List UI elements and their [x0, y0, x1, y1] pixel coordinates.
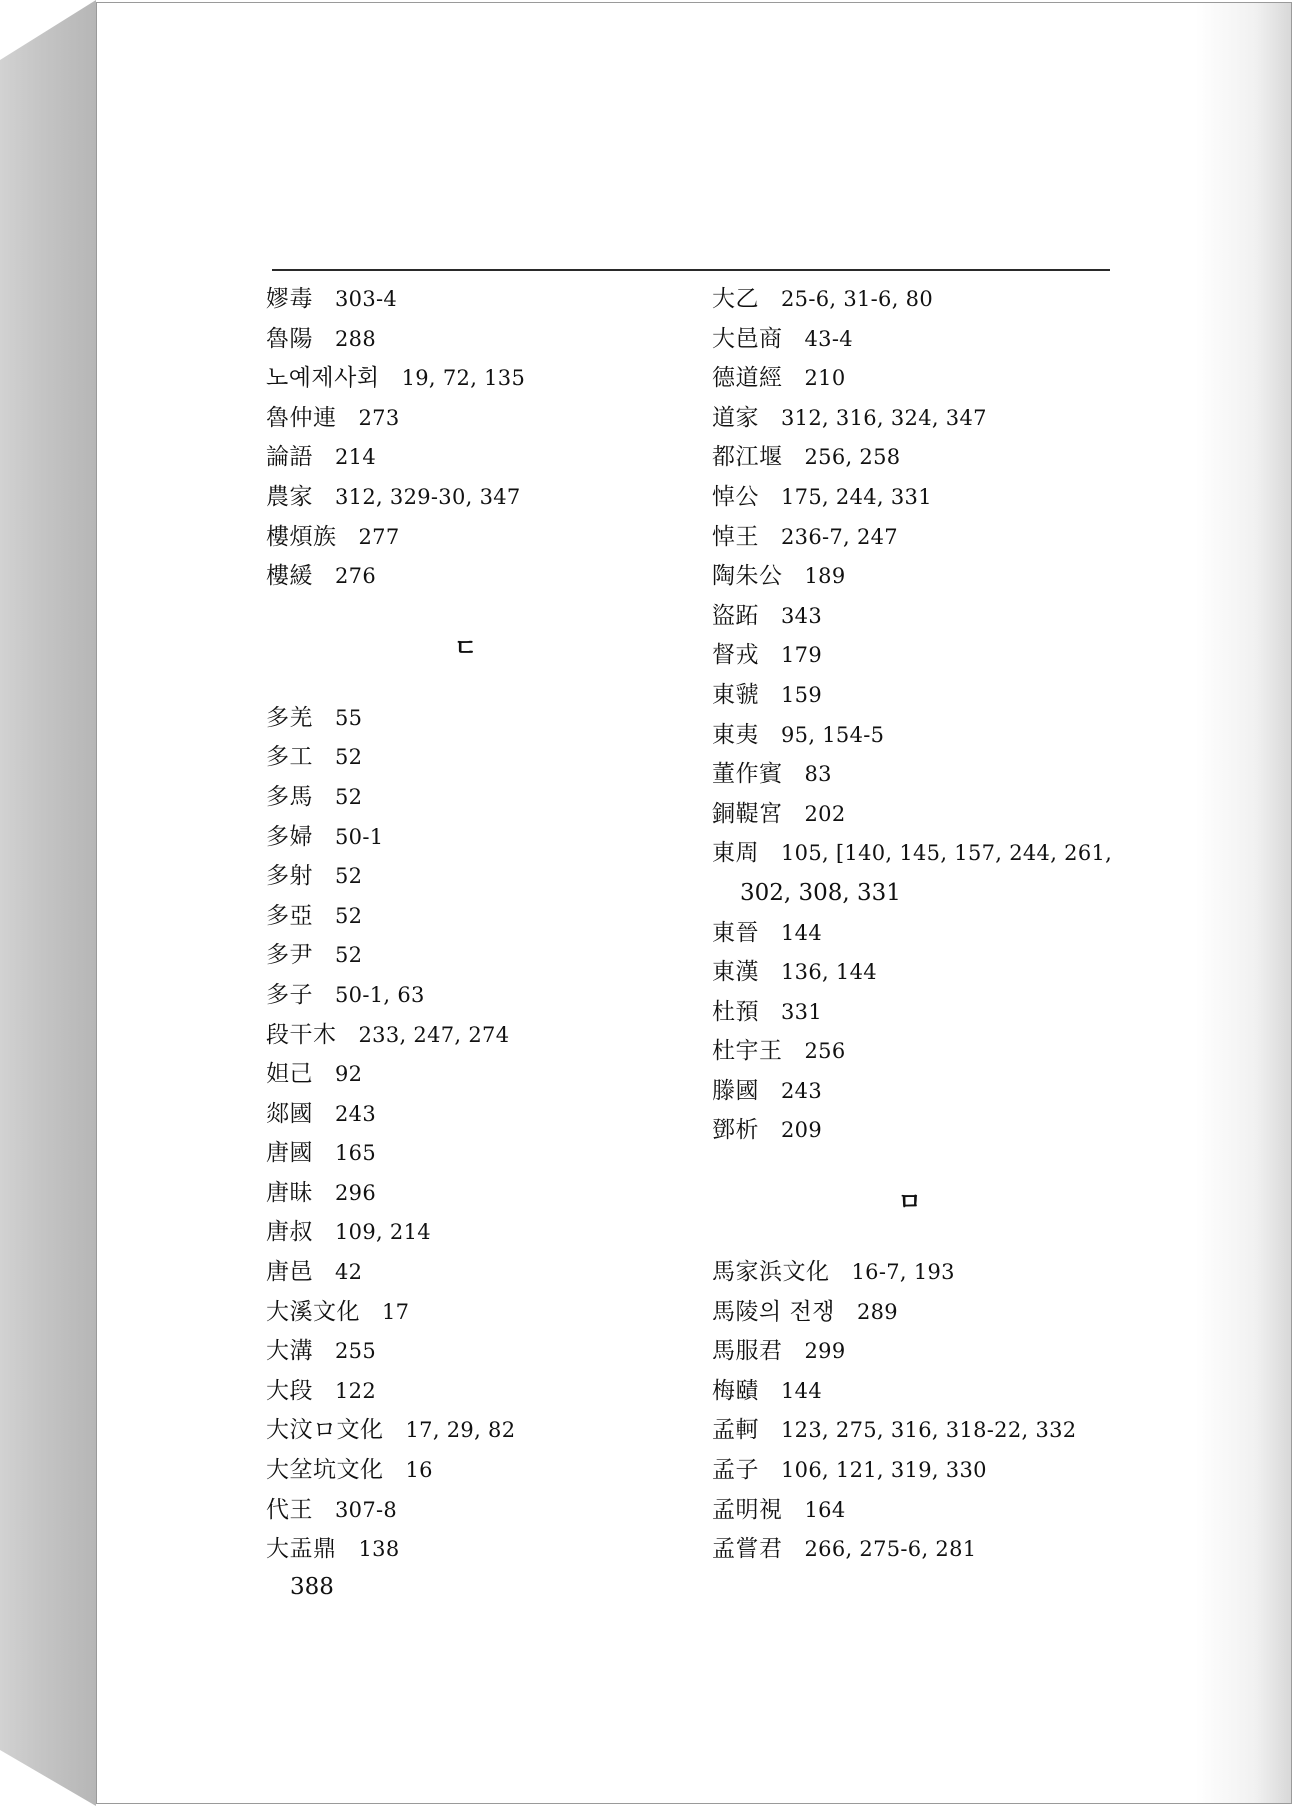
index-entry-term: 鄧析	[712, 1117, 759, 1144]
index-entry-term: 多工	[266, 744, 313, 771]
index-entry-pages: 52	[335, 864, 363, 889]
index-entry-term: 多射	[266, 863, 313, 890]
index-entry-pages: 165	[335, 1141, 376, 1166]
index-entry-term: 滕國	[712, 1077, 759, 1104]
index-entry	[266, 1372, 686, 1412]
index-entry-term: 悼王	[712, 523, 759, 550]
index-entry-term: 馬服君	[712, 1338, 783, 1365]
header-rule	[272, 269, 1110, 271]
index-entry	[266, 778, 686, 818]
index-entry-term: 多婦	[266, 823, 313, 850]
index-entry	[712, 1451, 1132, 1491]
index-entry-term: 魯仲連	[266, 404, 337, 431]
index-entry-term: 德道經	[712, 365, 783, 392]
index-entry-term: 代王	[266, 1496, 313, 1523]
index-entry-pages: 52	[335, 903, 363, 928]
index-entry-pages: 266, 275-6, 281	[804, 1537, 977, 1562]
index-entry-pages: 17	[382, 1299, 410, 1324]
index-entry-pages: 277	[358, 524, 400, 549]
index-entry-pages: 288	[335, 326, 376, 351]
index-entry	[266, 438, 686, 478]
index-entry-term: 大溝	[266, 1338, 313, 1365]
index-entry	[712, 953, 1132, 993]
index-entry-term: 杜宇王	[712, 1038, 783, 1065]
index-entry-pages: 16-7, 193	[851, 1260, 955, 1285]
index-entry-pages: 189	[804, 564, 846, 589]
index-entry-pages: 52	[335, 745, 363, 770]
index-entry-term: 多子	[266, 981, 313, 1008]
index-entry	[712, 676, 1132, 716]
index-entry	[712, 993, 1132, 1033]
index-entry	[266, 1055, 686, 1095]
index-entry	[266, 936, 686, 976]
index-entry-term: 銅鞮宮	[712, 800, 783, 827]
index-entry	[266, 557, 686, 597]
index-entry-term: 郯國	[266, 1100, 313, 1127]
index-entry-pages: 256	[804, 1039, 846, 1064]
index-entry-pages: 255	[335, 1339, 376, 1364]
index-entry-term: 都江堰	[712, 444, 783, 471]
index-entry	[712, 280, 1132, 320]
index-entry-term: 大乙	[712, 286, 759, 312]
index-entry-pages: 17, 29, 82	[405, 1418, 516, 1443]
index-entry-term: 道家	[712, 404, 759, 431]
index-entry	[266, 897, 686, 937]
index-entry	[712, 1111, 1132, 1151]
page-number: 388	[290, 1574, 334, 1600]
index-entry-term: 東虢	[712, 681, 759, 708]
index-entry	[266, 1016, 686, 1056]
index-entry	[712, 399, 1132, 439]
index-entry-pages: 256, 258	[804, 445, 901, 470]
index-entry	[266, 1411, 686, 1451]
index-entry	[266, 320, 686, 360]
index-entry-term: 東晉	[712, 919, 759, 946]
index-entry-pages: 210	[804, 366, 846, 391]
index-entry	[712, 557, 1132, 597]
index-entry-term: 唐邑	[266, 1259, 313, 1286]
index-entry-pages: 159	[781, 682, 822, 707]
index-entry	[266, 738, 686, 778]
index-entry-term: 唐叔	[266, 1219, 313, 1246]
index-entry-pages: 83	[804, 762, 832, 787]
index-entry	[712, 834, 1132, 874]
index-entry-pages: 175, 244, 331	[781, 484, 932, 509]
index-entry	[712, 795, 1132, 835]
index-entry-term: 魯陽	[266, 325, 313, 352]
index-entry	[712, 1332, 1132, 1372]
index-entry	[712, 1253, 1132, 1293]
section-heading: ㄷ	[454, 633, 478, 662]
index-entry-term: 論語	[266, 444, 313, 471]
index-entry	[266, 518, 686, 558]
index-entry-pages: 144	[781, 920, 822, 945]
index-entry-pages: 179	[781, 643, 822, 668]
index-entry	[712, 1032, 1132, 1072]
index-entry-pages: 312, 329-30, 347	[335, 484, 521, 509]
index-entry	[712, 359, 1132, 399]
index-entry	[266, 399, 686, 439]
index-entry	[266, 1213, 686, 1253]
index-entry-term: 唐國	[266, 1140, 313, 1167]
index-entry-term: 梅賾	[712, 1377, 759, 1404]
section-heading: ㅁ	[898, 1188, 922, 1217]
index-entry	[712, 1491, 1132, 1531]
index-entry-pages: 331	[781, 999, 822, 1024]
index-entry-term: 孟軻	[712, 1417, 759, 1444]
index-entry-term: 杜預	[712, 998, 759, 1025]
index-entry-term: 陶朱公	[712, 563, 783, 590]
index-entry-pages: 92	[335, 1062, 363, 1087]
index-entry-pages: 214	[335, 445, 376, 470]
index-entry-continuation	[712, 874, 1132, 914]
index-entry	[712, 1411, 1132, 1451]
index-entry-term: 妲己	[266, 1061, 313, 1088]
index-entry	[266, 280, 686, 320]
index-entry-pages: 312, 316, 324, 347	[781, 405, 987, 430]
index-entry-pages: 273	[358, 405, 400, 430]
index-entry-term: 大汶ロ文化	[266, 1417, 384, 1444]
index-entry-pages: 106, 121, 319, 330	[781, 1458, 987, 1483]
index-entry-pages: 19, 72, 135	[401, 366, 526, 391]
index-entry-pages: 123, 275, 316, 318-22, 332	[781, 1418, 1077, 1443]
index-entry	[266, 1095, 686, 1135]
index-entry	[266, 1134, 686, 1174]
index-entry-pages: 299	[804, 1339, 846, 1364]
index-entry-term: 東周	[712, 840, 759, 867]
index-entry-pages: 52	[335, 943, 363, 968]
index-entry-pages: 343	[781, 603, 822, 628]
index-entry-pages: 105, [140, 145, 157, 244, 261,	[781, 841, 1113, 866]
index-entry	[712, 1293, 1132, 1333]
index-entry	[712, 1530, 1132, 1570]
index-entry	[712, 478, 1132, 518]
index-entry	[266, 1174, 686, 1214]
index-entry	[266, 818, 686, 858]
index-entry-pages: 25-6, 31-6, 80	[781, 287, 933, 311]
index-entry-pages: 42	[335, 1260, 363, 1285]
index-entry	[266, 1530, 686, 1570]
index-entry	[266, 1451, 686, 1491]
index-entry-term: 大坌坑文化	[266, 1457, 384, 1484]
index-entry-pages: 144	[781, 1378, 822, 1403]
index-entry-term: 多馬	[266, 783, 313, 810]
index-entry-term: 孟明視	[712, 1496, 783, 1523]
index-entry-term: 東夷	[712, 721, 759, 748]
index-entry-pages: 276	[335, 564, 376, 589]
index-entry-term: 孟嘗君	[712, 1536, 783, 1563]
index-entry-term: 多羌	[266, 704, 313, 731]
index-entry	[266, 1491, 686, 1531]
index-entry	[266, 1253, 686, 1293]
index-entry-pages: 50-1	[335, 824, 384, 849]
index-entry	[266, 857, 686, 897]
index-entry-term: 大邑商	[712, 325, 783, 352]
index-entry-term: 大盂鼎	[266, 1536, 337, 1563]
index-entry-pages: 202	[804, 801, 846, 826]
index-entry-pages: 307-8	[335, 1497, 398, 1522]
index-entry-term: 樓煩族	[266, 523, 337, 550]
index-entry	[266, 1293, 686, 1333]
index-entry	[266, 976, 686, 1016]
index-entry	[712, 320, 1132, 360]
index-entry-pages: 233, 247, 274	[358, 1022, 510, 1047]
index-entry-term: 嫪毒	[266, 286, 313, 312]
index-entry-term: 馬家浜文化	[712, 1259, 830, 1286]
index-entry-pages: 43-4	[804, 326, 853, 351]
index-entry-term: 多尹	[266, 942, 313, 969]
index-entry-pages: 164	[804, 1497, 846, 1522]
index-entry-term: 董作賓	[712, 761, 783, 788]
index-entry-term: 多亞	[266, 902, 313, 929]
index-entry	[712, 438, 1132, 478]
index-entry-term: 大段	[266, 1377, 313, 1404]
index-entry	[266, 1332, 686, 1372]
index-entry-pages: 109, 214	[335, 1220, 431, 1245]
index-column-left	[266, 280, 686, 1570]
index-entry-term: 段干木	[266, 1021, 337, 1048]
index-entry	[266, 699, 686, 739]
index-entry-pages: 138	[358, 1537, 400, 1562]
index-entry	[266, 478, 686, 518]
index-entry	[712, 518, 1132, 558]
index-entry-pages: 209	[781, 1118, 822, 1143]
index-entry	[712, 914, 1132, 954]
index-entry-pages: 243	[781, 1078, 822, 1103]
index-entry	[266, 359, 686, 399]
index-entry-pages: 50-1, 63	[335, 982, 425, 1007]
index-entry-term: 唐昧	[266, 1179, 313, 1206]
index-entry	[712, 1372, 1132, 1412]
index-entry-pages: 289	[856, 1299, 898, 1324]
index-entry-pages: 302, 308, 331	[740, 879, 901, 906]
index-entry-term: 孟子	[712, 1457, 759, 1484]
index-entry	[712, 636, 1132, 676]
index-entry-pages: 236-7, 247	[781, 524, 898, 549]
index-entry	[712, 1072, 1132, 1112]
index-entry-pages: 16	[405, 1458, 433, 1483]
index-column-right	[712, 280, 1132, 1570]
index-entry-term: 樓緩	[266, 563, 313, 590]
index-entry-term: 盜跖	[712, 602, 759, 629]
index-entry-pages: 296	[335, 1180, 376, 1205]
index-entry-term: 農家	[266, 483, 313, 510]
index-entry	[712, 597, 1132, 637]
index-entry-term: 노예제사회	[266, 365, 380, 392]
index-entry-pages: 243	[335, 1101, 376, 1126]
index-entry-term: 督戎	[712, 642, 759, 669]
index-entry-term: 悼公	[712, 483, 759, 510]
index-entry-pages: 136, 144	[781, 960, 877, 985]
book-spine	[0, 0, 96, 1806]
index-entry-term: 馬陵의 전쟁	[712, 1298, 835, 1325]
index-entry	[712, 755, 1132, 795]
index-entry-term: 東漢	[712, 959, 759, 986]
index-entry-term: 大溪文化	[266, 1298, 360, 1325]
index-entry-pages: 55	[335, 705, 363, 730]
index-entry-pages: 95, 154-5	[781, 722, 885, 747]
index-entry-pages: 52	[335, 784, 363, 809]
index-entry	[712, 716, 1132, 756]
index-entry-pages: 303-4	[335, 287, 398, 311]
index-entry-pages: 122	[335, 1378, 376, 1403]
